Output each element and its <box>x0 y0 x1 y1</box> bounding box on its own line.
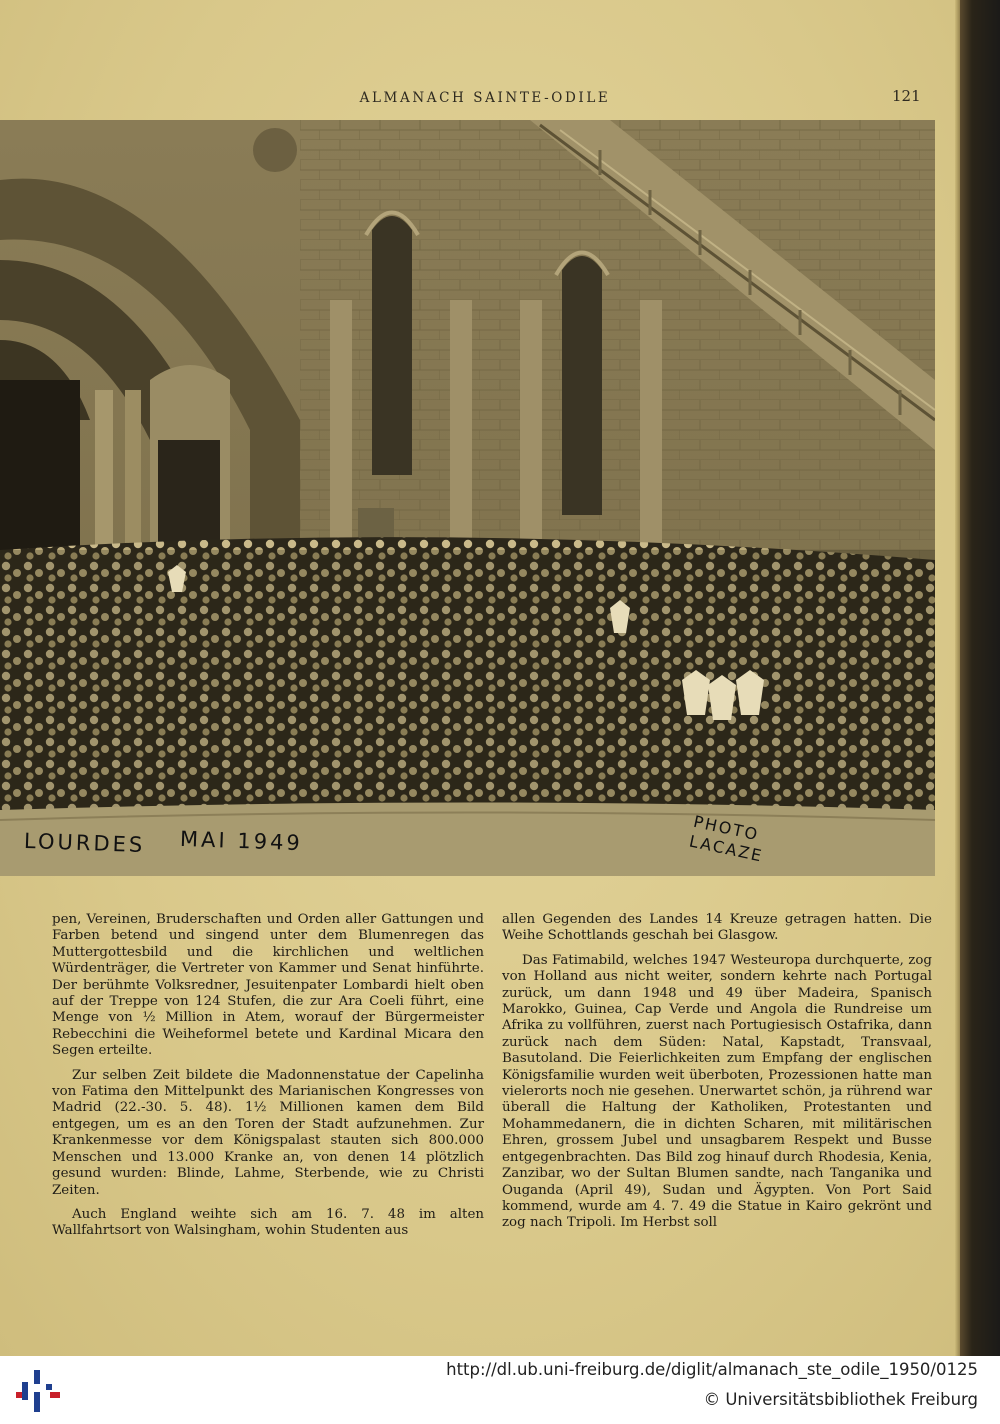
photo-caption-date: MAI 1949 <box>179 826 304 856</box>
paragraph: Das Fatimabild, welches 1947 Westeuropa durchquerte, zog von Holland aus nicht weiter, sondern kehrte nach Portugal zurück, um dann 1948 und 49 über Madeira, Spanisch Marokko, Guinea, Cap Verde und Angola die Rundreise um Afrika zu vollführen, zuerst nach Portugiesisch Ostafrika, dann zurück nach dem Süden: Natal, Kapstadt, Transvaal, Basutoland. Die Feierlichkeiten zum Empfang der englischen Königsfamilie wurden weit überboten, Prozessionen hatte man vielerorts noch nie gesehen. Unerwartet schön, ja rührend war überall die Haltung der Katholiken, Protestanten und Mohammedanern, die in dichten Scharen, mit militärischen Ehren, grossem Jubel und unsagbarem Respekt und Busse entgegenbrachten. Das Bild zog hinauf durch Rhodesia, Kenia, Zanzibar, wo der Sultan Blumen sandte, nach Tanganika und Ouganda (April 49), Sudan und Ägypten. Von Port Said kommend, wurde am 4. 7. 49 die Statue in Kairo gekrönt und zog nach Tripoli. Im Herbst soll <box>502 952 932 1231</box>
paragraph: allen Gegenden des Landes 14 Kreuze getragen hatten. Die Weihe Schottlands geschah bei Glasgow. <box>502 912 932 944</box>
paragraph: pen, Vereinen, Bruderschaften und Orden aller Gattungen und Farben betend und singend unter dem Blumenregen das Muttergottesbild und die kirchlichen und weltlichen Würdenträger, die Vertreter von Kammer und Senat hinführte. Der berühmte Volksredner, Jesuitenpater Lombardi hielt oben auf der Treppe von 124 Stufen, die zur Ara Coeli führt, eine Menge von ½ Million in Atem, worauf der Bürgermeister Rebecchini die Weiheformel betete und Kardinal Micara den Segen erteilte. <box>52 912 484 1059</box>
page-number: 121 <box>892 87 921 105</box>
source-url-link[interactable]: http://dl.ub.uni-freiburg.de/diglit/almanach_ste_odile_1950/0125 <box>446 1360 978 1379</box>
photo-caption-credit: PHOTO LACAZE <box>687 811 766 866</box>
group-photo <box>0 120 935 876</box>
book-spine <box>960 0 1000 1356</box>
photo-caption-place: LOURDES <box>23 828 146 858</box>
running-head: ALMANACH SAINTE-ODILE <box>359 90 611 106</box>
text-column-left <box>52 912 484 1248</box>
text-column-right <box>502 912 932 1240</box>
paragraph: Zur selben Zeit bildete die Madonnenstatue der Capelinha von Fatima den Mittelpunkt des Marianischen Kongresses von Madrid (22.-30. 5. 48). 1½ Millionen kamen dem Bild entgegen, um es an den Toren der Stadt aufzunehmen. Zur Krankenmesse vor dem Königspalast stauten sich 800.000 Menschen und 13.000 Kranke an, von denen 14 plötzlich gesund wurden: Blinde, Lahme, Sterbende, wie zu Christi Zeiten. <box>52 1067 484 1198</box>
library-logo-icon <box>14 1366 64 1416</box>
paragraph: Auch England weihte sich am 16. 7. 48 im alten Wallfahrtsort von Walsingham, wohin Studenten aus <box>52 1206 484 1239</box>
copyright-notice: © Universitätsbibliothek Freiburg <box>703 1390 978 1409</box>
viewer-footer <box>0 1356 1000 1424</box>
